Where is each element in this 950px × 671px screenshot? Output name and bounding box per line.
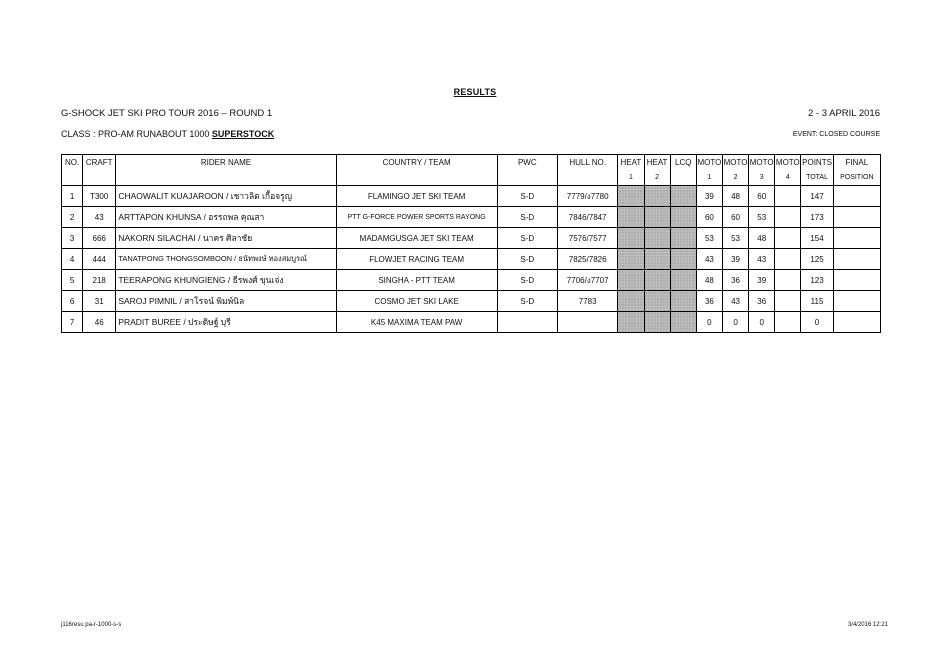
cell-no: 6 bbox=[62, 291, 83, 312]
cell-lcq bbox=[670, 249, 696, 270]
cell-total: 115 bbox=[801, 291, 833, 312]
cell-team: FLAMINGO JET SKI TEAM bbox=[336, 186, 497, 207]
col-heat-2: HEAT bbox=[644, 155, 670, 171]
cell-moto-2: 39 bbox=[722, 249, 748, 270]
cell-heat-1 bbox=[618, 291, 644, 312]
cell-moto-1: 60 bbox=[696, 207, 722, 228]
col-no-sub bbox=[62, 170, 83, 186]
cell-heat-2 bbox=[644, 186, 670, 207]
col-lcq: LCQ bbox=[670, 155, 696, 171]
cell-craft: 43 bbox=[83, 207, 116, 228]
cell-moto-1: 36 bbox=[696, 291, 722, 312]
cell-craft: 666 bbox=[83, 228, 116, 249]
cell-heat-2 bbox=[644, 228, 670, 249]
cell-heat-2 bbox=[644, 249, 670, 270]
cell-team: COSMO JET SKI LAKE bbox=[336, 291, 497, 312]
cell-heat-1 bbox=[618, 270, 644, 291]
cell-rider: TEERAPONG KHUNGIENG / ธีรพงศ์ ขุนเจ่ง bbox=[116, 270, 336, 291]
cell-final bbox=[833, 312, 880, 333]
cell-hull: 7706/ง7707 bbox=[557, 270, 617, 291]
cell-moto-2: 43 bbox=[722, 291, 748, 312]
col-lcq-sub bbox=[670, 170, 696, 186]
col-heat-1: HEAT bbox=[618, 155, 644, 171]
cell-team: FLOWJET RACING TEAM bbox=[336, 249, 497, 270]
col-moto-4-sub: 4 bbox=[775, 170, 801, 186]
table-row bbox=[62, 312, 881, 333]
cell-team: MADAMGUSGA JET SKI TEAM bbox=[336, 228, 497, 249]
cell-moto-2: 0 bbox=[722, 312, 748, 333]
col-craft-sub bbox=[83, 170, 116, 186]
cell-craft: 46 bbox=[83, 312, 116, 333]
cell-lcq bbox=[670, 207, 696, 228]
col-heat-2-sub: 2 bbox=[644, 170, 670, 186]
cell-hull: 7576/7577 bbox=[557, 228, 617, 249]
header-subrow bbox=[62, 170, 881, 186]
cell-pwc: S-D bbox=[497, 228, 557, 249]
class-prefix: CLASS : PRO-AM RUNABOUT 1000 bbox=[61, 129, 212, 139]
cell-heat-1 bbox=[618, 207, 644, 228]
cell-no: 2 bbox=[62, 207, 83, 228]
cell-heat-1 bbox=[618, 186, 644, 207]
cell-final bbox=[833, 270, 880, 291]
cell-moto-4 bbox=[775, 249, 801, 270]
cell-pwc: S-D bbox=[497, 270, 557, 291]
col-moto-1: MOTO bbox=[696, 155, 722, 171]
cell-moto-4 bbox=[775, 312, 801, 333]
file-code: j116resu pa-r-1000-s-s bbox=[61, 622, 122, 628]
event-type: EVENT: CLOSED COURSE bbox=[792, 131, 880, 138]
cell-lcq bbox=[670, 228, 696, 249]
table-row bbox=[62, 270, 881, 291]
cell-moto-3: 0 bbox=[749, 312, 775, 333]
cell-team: SINGHA - PTT TEAM bbox=[336, 270, 497, 291]
event-date: 2 - 3 APRIL 2016 bbox=[807, 108, 880, 119]
col-pwc-sub bbox=[497, 170, 557, 186]
cell-pwc: S-D bbox=[497, 249, 557, 270]
cell-no: 4 bbox=[62, 249, 83, 270]
header-row bbox=[62, 155, 881, 171]
col-final: FINAL bbox=[833, 155, 880, 171]
cell-pwc: S-D bbox=[497, 291, 557, 312]
cell-moto-2: 60 bbox=[722, 207, 748, 228]
col-no: NO. bbox=[62, 155, 83, 171]
cell-no: 3 bbox=[62, 228, 83, 249]
cell-pwc: S-D bbox=[497, 207, 557, 228]
cell-craft: 444 bbox=[83, 249, 116, 270]
col-craft: CRAFT bbox=[83, 155, 116, 171]
col-team: COUNTRY / TEAM bbox=[336, 155, 497, 171]
results-title: RESULTS bbox=[453, 87, 497, 97]
cell-craft: 218 bbox=[83, 270, 116, 291]
table-row bbox=[62, 186, 881, 207]
cell-total: 154 bbox=[801, 228, 833, 249]
col-heat-1-sub: 1 bbox=[618, 170, 644, 186]
cell-heat-2 bbox=[644, 312, 670, 333]
col-pwc: PWC bbox=[497, 155, 557, 171]
cell-pwc bbox=[497, 312, 557, 333]
cell-moto-3: 39 bbox=[749, 270, 775, 291]
cell-moto-4 bbox=[775, 228, 801, 249]
cell-total: 0 bbox=[801, 312, 833, 333]
cell-final bbox=[833, 186, 880, 207]
cell-moto-1: 39 bbox=[696, 186, 722, 207]
cell-total: 123 bbox=[801, 270, 833, 291]
cell-rider: TANATPONG THONGSOMBOON / ธนัทพงษ์ ทองสมบูรณ์ bbox=[116, 249, 336, 270]
cell-moto-1: 0 bbox=[696, 312, 722, 333]
cell-moto-4 bbox=[775, 270, 801, 291]
col-moto-1-sub: 1 bbox=[696, 170, 722, 186]
cell-final bbox=[833, 228, 880, 249]
cell-moto-4 bbox=[775, 186, 801, 207]
event-name: G-SHOCK JET SKI PRO TOUR 2016 – ROUND 1 bbox=[61, 108, 273, 119]
col-rider-sub bbox=[116, 170, 336, 186]
col-rider: RIDER NAME bbox=[116, 155, 336, 171]
cell-team: PTT G-FORCE POWER SPORTS RAYONG bbox=[336, 207, 497, 228]
cell-final bbox=[833, 291, 880, 312]
cell-craft: T300 bbox=[83, 186, 116, 207]
col-points-total: TOTAL bbox=[801, 170, 833, 186]
cell-moto-1: 53 bbox=[696, 228, 722, 249]
cell-total: 125 bbox=[801, 249, 833, 270]
cell-heat-1 bbox=[618, 249, 644, 270]
cell-moto-3: 48 bbox=[749, 228, 775, 249]
table-row bbox=[62, 228, 881, 249]
cell-rider: SAROJ PIMNIL / สาโรจน์ พิมพ์นิล bbox=[116, 291, 336, 312]
cell-lcq bbox=[670, 291, 696, 312]
cell-moto-4 bbox=[775, 207, 801, 228]
col-moto-2-sub: 2 bbox=[722, 170, 748, 186]
col-points: POINTS bbox=[801, 155, 833, 171]
table-row bbox=[62, 207, 881, 228]
cell-lcq bbox=[670, 270, 696, 291]
cell-hull: 7779/ง7780 bbox=[557, 186, 617, 207]
cell-lcq bbox=[670, 312, 696, 333]
cell-craft: 31 bbox=[83, 291, 116, 312]
cell-heat-1 bbox=[618, 312, 644, 333]
cell-hull: 7825/7826 bbox=[557, 249, 617, 270]
cell-moto-3: 53 bbox=[749, 207, 775, 228]
table-row bbox=[62, 291, 881, 312]
cell-rider: CHAOWALIT KUAJAROON / เชาวลิต เกื้อจรูญ bbox=[116, 186, 336, 207]
print-timestamp: 3/4/2016 12:21 bbox=[847, 622, 888, 628]
cell-rider: PRADIT BUREE / ประดิษฐ์ บุรี bbox=[116, 312, 336, 333]
cell-moto-3: 36 bbox=[749, 291, 775, 312]
col-moto-4: MOTO bbox=[775, 155, 801, 171]
cell-moto-2: 48 bbox=[722, 186, 748, 207]
col-final-position: POSITION bbox=[833, 170, 880, 186]
cell-total: 173 bbox=[801, 207, 833, 228]
class-line bbox=[61, 129, 274, 139]
cell-moto-4 bbox=[775, 291, 801, 312]
cell-moto-1: 48 bbox=[696, 270, 722, 291]
cell-heat-2 bbox=[644, 207, 670, 228]
cell-heat-1 bbox=[618, 228, 644, 249]
col-hull-sub bbox=[557, 170, 617, 186]
cell-rider: ARTTAPON KHUNSA / อรรถพล คุณสา bbox=[116, 207, 336, 228]
cell-moto-3: 60 bbox=[749, 186, 775, 207]
col-team-sub bbox=[336, 170, 497, 186]
cell-hull: 7783 bbox=[557, 291, 617, 312]
cell-hull bbox=[557, 312, 617, 333]
cell-hull: 7846/7847 bbox=[557, 207, 617, 228]
cell-heat-2 bbox=[644, 270, 670, 291]
cell-rider: NAKORN SILACHAI / นาคร ศิลาชัย bbox=[116, 228, 336, 249]
cell-moto-1: 43 bbox=[696, 249, 722, 270]
cell-team: K45 MAXIMA TEAM PAW bbox=[336, 312, 497, 333]
cell-total: 147 bbox=[801, 186, 833, 207]
cell-final bbox=[833, 249, 880, 270]
cell-heat-2 bbox=[644, 291, 670, 312]
cell-no: 5 bbox=[62, 270, 83, 291]
cell-no: 7 bbox=[62, 312, 83, 333]
col-hull: HULL NO. bbox=[557, 155, 617, 171]
col-moto-2: MOTO bbox=[722, 155, 748, 171]
cell-final bbox=[833, 207, 880, 228]
table-row bbox=[62, 249, 881, 270]
col-moto-3: MOTO bbox=[749, 155, 775, 171]
class-suffix: SUPERSTOCK bbox=[211, 129, 275, 139]
cell-no: 1 bbox=[62, 186, 83, 207]
cell-lcq bbox=[670, 186, 696, 207]
cell-moto-2: 53 bbox=[722, 228, 748, 249]
cell-pwc: S-D bbox=[497, 186, 557, 207]
results-table bbox=[61, 154, 881, 333]
cell-moto-3: 43 bbox=[749, 249, 775, 270]
cell-moto-2: 36 bbox=[722, 270, 748, 291]
col-moto-3-sub: 3 bbox=[749, 170, 775, 186]
